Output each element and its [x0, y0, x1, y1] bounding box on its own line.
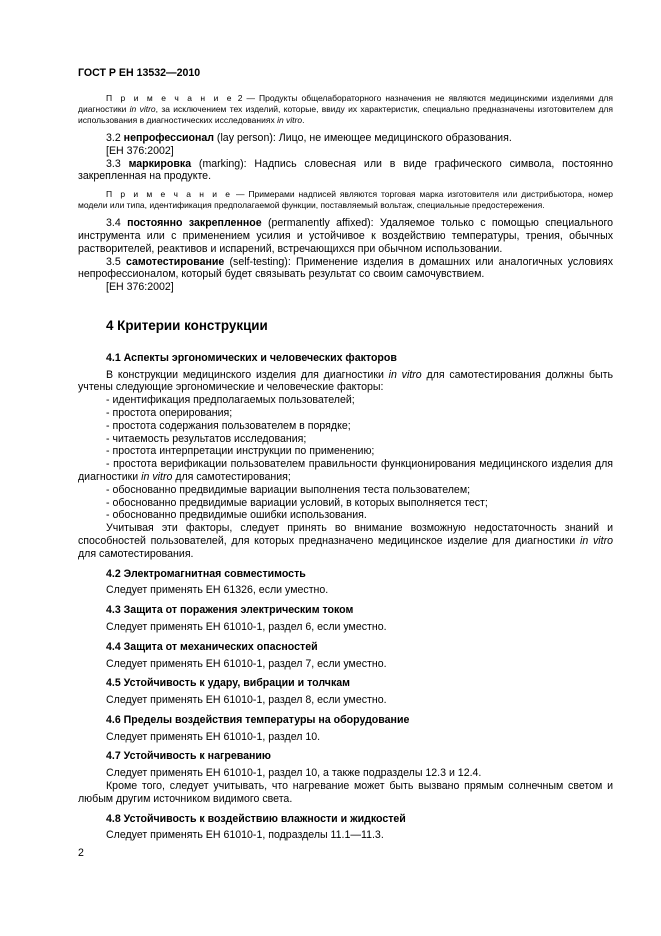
reference-3-5: [ЕН 376:2002]: [106, 281, 174, 294]
section-4-8-heading: 4.8 Устойчивость к воздействию влажности и жидкостей: [106, 812, 406, 825]
section-4-2-text: Следует применять ЕН 61326, если уместно.: [106, 584, 329, 597]
definition-3-5: 3.5 самотестирование (self-testing): Применение изделия в домашних или аналогичных условиях непрофессионалом, который будет связывать результат со своим самочувствием.: [78, 255, 613, 281]
reference-3-2: [ЕН 376:2002]: [106, 144, 174, 157]
note-label: П р и м е ч а н и е: [106, 189, 233, 200]
section-4-4-text: Следует применять ЕН 61010-1, раздел 7, если уместно.: [106, 657, 387, 670]
list-item: - обоснованно предвидимые вариации выполнения теста пользователем;: [106, 483, 471, 496]
list-item: - читаемость результатов исследования;: [106, 432, 307, 445]
section-4-8-text: Следует применять ЕН 61010-1, подразделы 11.1—11.3.: [106, 829, 384, 842]
page-content: [78, 93, 613, 849]
note-2: П р и м е ч а н и е 2 — Продукты общелабораторного назначения не являются медицинскими изделиями для диагностики in vitro, за исключением тех изделий, которые, ввиду их характеристик, специально предназначены изготовителем для использования в диагностических исследованиях in vitro.: [78, 93, 613, 125]
section-4-5-heading: 4.5 Устойчивость к удару, вибрации и толчкам: [106, 677, 350, 690]
list-item: - простота оперирования;: [106, 406, 233, 419]
section-4-7-heading: 4.7 Устойчивость к нагреванию: [106, 750, 271, 763]
definition-3-3: 3.3 маркировка (marking): Надпись словесная или в виде графического символа, постоянно закрепленная на продукте.: [78, 157, 614, 183]
page-number: 2: [78, 847, 84, 859]
section-4-1-closing: Учитывая эти факторы, следует принять во внимание возможную недостаточность знаний и способностей пользователей, для которых предназначено медицинское изделие для диагностики in vitro для самотестирования.: [78, 522, 613, 560]
definition-3-4: 3.4 постоянно закрепленное (permanently affixed): Удаляемое только с помощью специального инструмента или с применением усилия и устойчивое к воздействию температуры, трения, обычных растворителей, реактивов и испарений, встречающихся при обычном использовании.: [78, 217, 613, 255]
list-item: - обоснованно предвидимые вариации условий, в которых выполняется тест;: [106, 496, 488, 509]
note-label: П р и м е ч а н и е: [106, 93, 234, 103]
standard-code-header: ГОСТ Р ЕН 13532—2010: [78, 67, 201, 79]
section-4-1-heading: 4.1 Аспекты эргономических и человеческих факторов: [106, 351, 397, 364]
list-item: - простота содержания пользователем в порядке;: [106, 419, 351, 432]
section-4-3-heading: 4.3 Защита от поражения электрическим током: [106, 604, 354, 617]
section-4-6-text: Следует применять ЕН 61010-1, раздел 10.: [106, 730, 321, 743]
section-4-heading: 4 Критерии конструкции: [106, 317, 268, 333]
definition-3-2: 3.2 непрофессионал (lay person): Лицо, не имеющее медицинского образования.: [106, 132, 512, 144]
section-4-5-text: Следует применять ЕН 61010-1, раздел 8, если уместно.: [106, 694, 387, 707]
section-4-3-text: Следует применять ЕН 61010-1, раздел 6, если уместно.: [106, 620, 387, 633]
section-4-2-heading: 4.2 Электромагнитная совместимость: [106, 567, 306, 580]
list-item: - обоснованно предвидимые ошибки использования.: [106, 509, 367, 522]
note-3-3: П р и м е ч а н и е — Примерами надписей являются торговая марка изготовителя или дистрибьютора, номер модели или типа, идентификация предполагаемой функции, поставляемый вольтаж, специальные предостережения.: [78, 189, 613, 211]
list-item: - простота интерпретации инструкции по применению;: [106, 445, 375, 458]
list-item: - простота верификации пользователем правильности функционирования медицинского изделия для диагностики in vitro для самотестирования;: [78, 458, 613, 483]
list-item: - идентификация предполагаемых пользователей;: [106, 394, 355, 407]
section-4-7-text-2: Кроме того, следует учитывать, что нагревание может быть вызвано прямым солнечным светом и любым другим источником видимого света.: [78, 780, 613, 805]
section-4-6-heading: 4.6 Пределы воздействия температуры на оборудование: [106, 713, 410, 726]
section-4-4-heading: 4.4 Защита от механических опасностей: [106, 640, 318, 653]
section-4-7-text: Следует применять ЕН 61010-1, раздел 10, а также подразделы 12.3 и 12.4.: [106, 767, 482, 780]
section-4-1-intro: В конструкции медицинского изделия для диагностики in vitro для самотестирования должны быть учтены следующие эргономические и человеческие факторы:: [78, 368, 614, 394]
